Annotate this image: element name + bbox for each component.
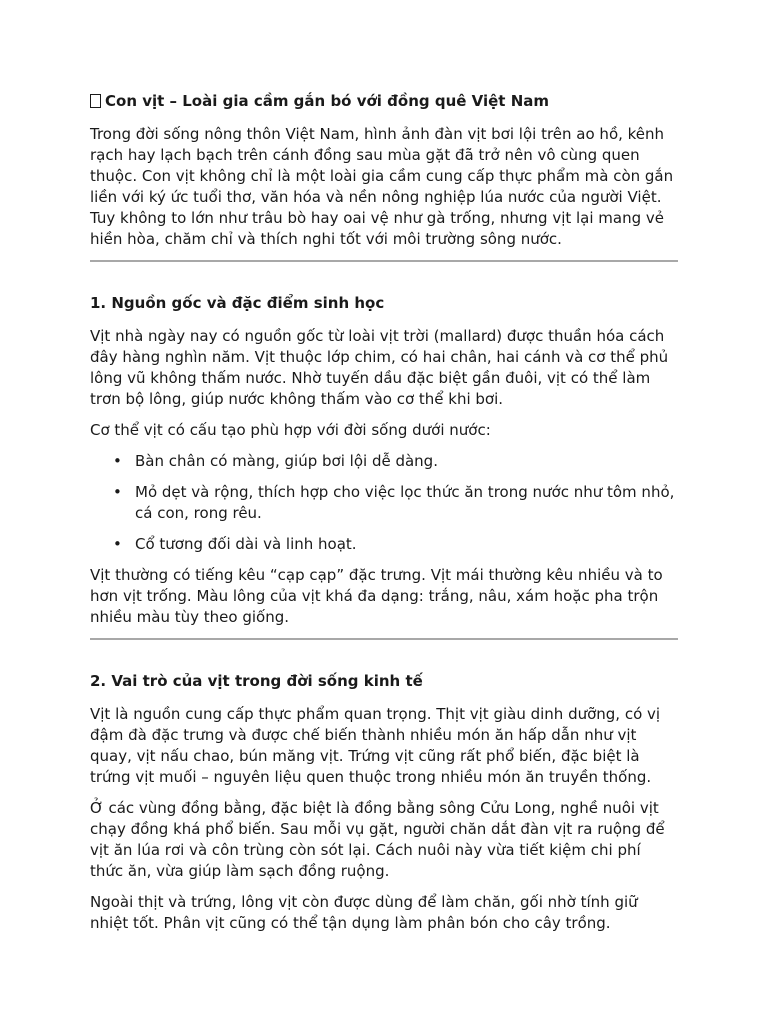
section-1-paragraph-1: Vịt nhà ngày nay có nguồn gốc từ loài vịt trời (mallard) được thuần hóa cách đây hàng nghìn năm. Vịt thuộc lớp chim, có hai chân, hai cánh và cơ thể phủ lông vũ không thấm nước. Nhờ tuyến dầu đặc biệt gần đuôi, vịt có thể làm trơn bộ lông, giúp nước không thấm vào cơ thể khi bơi. bbox=[90, 327, 669, 408]
list-item: • Cổ tương đối dài và linh hoạt. bbox=[135, 534, 678, 555]
section-divider bbox=[90, 260, 678, 262]
missing-glyph-icon bbox=[90, 94, 101, 108]
section-divider bbox=[90, 638, 678, 640]
section-2-paragraph-1: Vịt là nguồn cung cấp thực phẩm quan trọng. Thịt vịt giàu dinh dưỡng, có vị đậm đà đặc trưng và được chế biến thành nhiều món ăn hấp dẫn như vịt quay, vịt nấu chao, bún măng vịt. Trứng vịt cũng rất phổ biến, đặc biệt là trứng vịt muối – nguyên liệu quen thuộc trong nhiều món ăn truyền thống. bbox=[90, 705, 661, 786]
section-1-paragraph-3: Vịt thường có tiếng kêu “cạp cạp” đặc trưng. Vịt mái thường kêu nhiều và to hơn vịt trống. Màu lông của vịt khá đa dạng: trắng, nâu, xám hoặc pha trộn nhiều màu tùy theo giống. bbox=[90, 566, 663, 626]
section-2-paragraph-3: Ngoài thịt và trứng, lông vịt còn được dùng để làm chăn, gối nhờ tính giữ nhiệt tốt. Phân vịt cũng có thể tận dụng làm phân bón cho cây trồng. bbox=[90, 893, 638, 932]
feature-list bbox=[90, 451, 678, 555]
document-title-text: Con vịt – Loài gia cầm gắn bó với đồng quê Việt Nam bbox=[105, 92, 550, 110]
list-item: • Mỏ dẹt và rộng, thích hợp cho việc lọc thức ăn trong nước như tôm nhỏ, cá con, rong rêu. bbox=[135, 482, 678, 524]
section-1-heading: 1. Nguồn gốc và đặc điểm sinh học bbox=[90, 294, 385, 312]
section-2-heading: 2. Vai trò của vịt trong đời sống kinh tế bbox=[90, 672, 423, 690]
intro-paragraph: Trong đời sống nông thôn Việt Nam, hình ảnh đàn vịt bơi lội trên ao hồ, kênh rạch hay lạch bạch trên cánh đồng sau mùa gặt đã trở nên vô cùng quen thuộc. Con vịt không chỉ là một loài gia cầm cung cấp thực phẩm mà còn gắn liền với ký ức tuổi thơ, văn hóa và nền nông nghiệp lúa nước của người Việt. Tuy không to lớn như trâu bò hay oai vệ như gà trống, nhưng vịt lại mang vẻ hiền hòa, chăm chỉ và thích nghi tốt với môi trường sông nước. bbox=[90, 125, 674, 248]
section-1-paragraph-2: Cơ thể vịt có cấu tạo phù hợp với đời sống dưới nước: bbox=[90, 421, 491, 439]
list-item: • Bàn chân có màng, giúp bơi lội dễ dàng. bbox=[135, 451, 678, 472]
section-2-paragraph-2: Ở các vùng đồng bằng, đặc biệt là đồng bằng sông Cửu Long, nghề nuôi vịt chạy đồng khá phổ biến. Sau mỗi vụ gặt, người chăn dắt đàn vịt ra ruộng để vịt ăn lúa rơi và côn trùng còn sót lại. Cách nuôi này vừa tiết kiệm chi phí thức ăn, vừa giúp làm sạch đồng ruộng. bbox=[90, 799, 665, 880]
document-title bbox=[90, 88, 678, 114]
